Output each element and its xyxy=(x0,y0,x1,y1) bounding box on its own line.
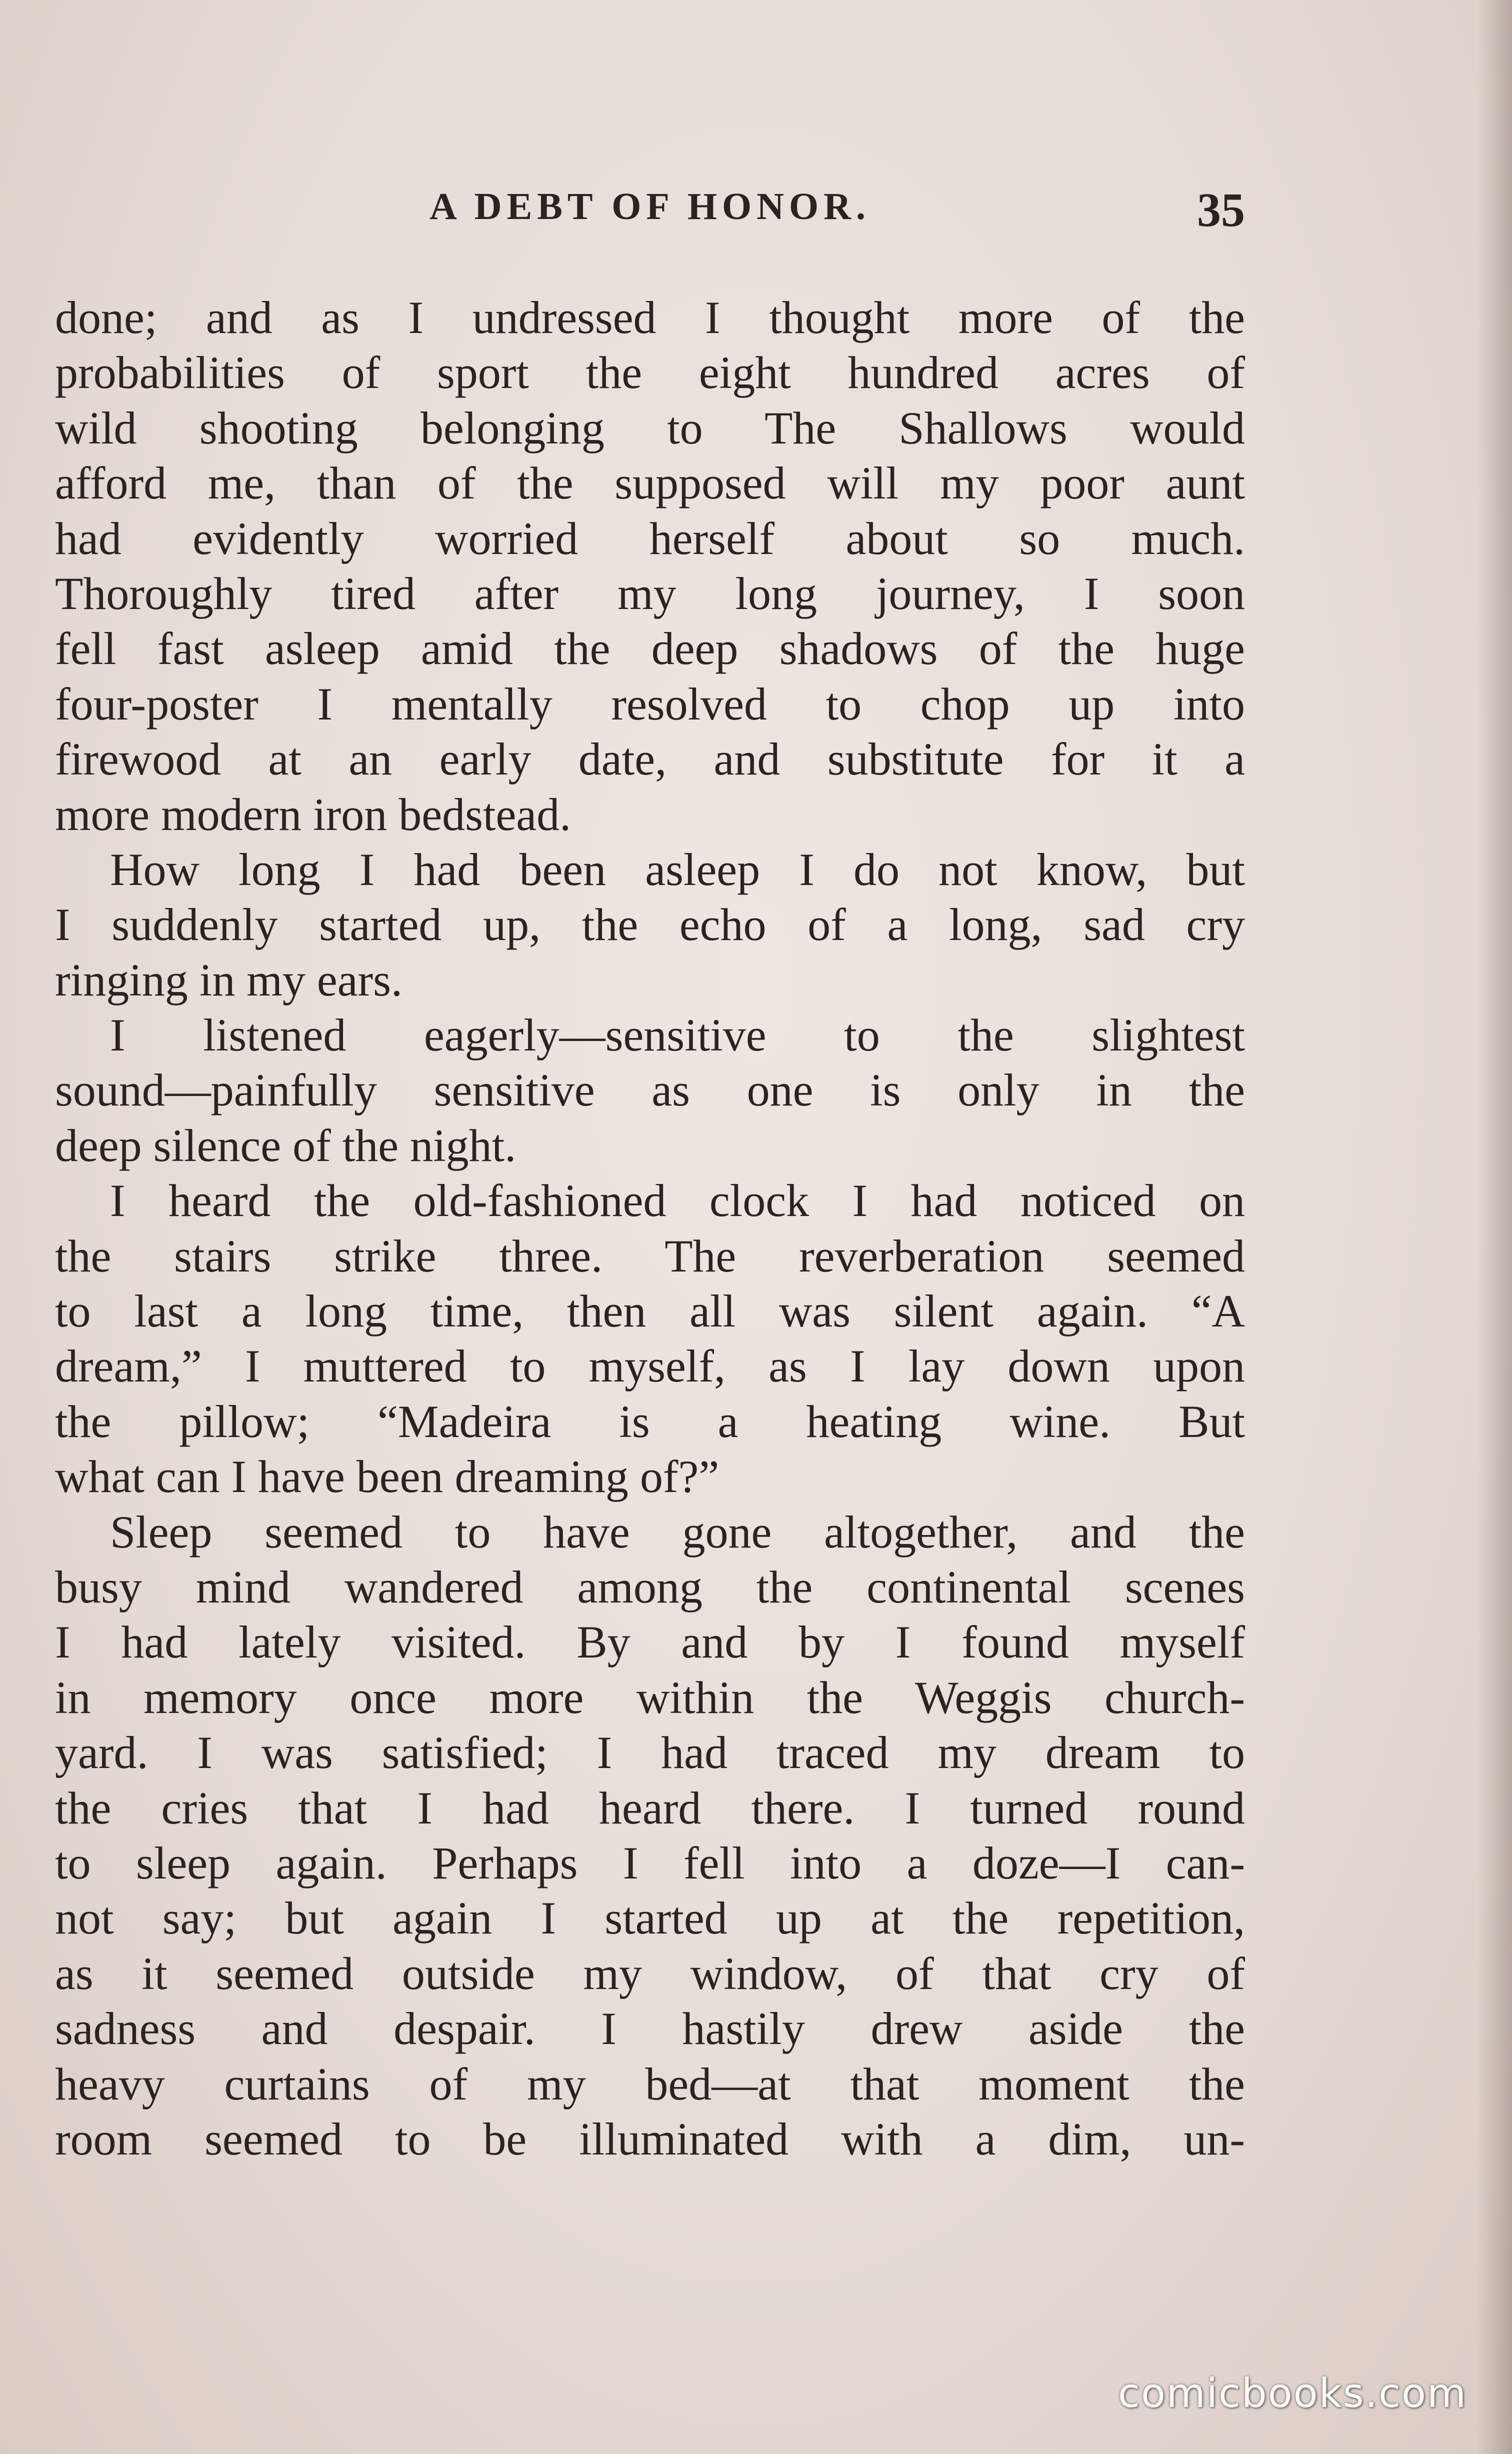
text-line: the pillow; “Madeira is a heating wine. But xyxy=(55,1396,1245,1447)
text-line: How long I had been asleep I do not know, but xyxy=(110,844,1245,895)
text-line: Sleep seemed to have gone altogether, and the xyxy=(110,1506,1245,1558)
text-line: I heard the old-fashioned clock I had noticed on xyxy=(110,1175,1245,1226)
text-line: ringing in my ears. xyxy=(55,954,402,1006)
text-line: I had lately visited. By and by I found myself xyxy=(55,1616,1245,1668)
text-line: the cries that I had heard there. I turned round xyxy=(55,1782,1245,1834)
text-line: what can I have been dreaming of?” xyxy=(55,1451,720,1502)
text-line: more modern iron bedstead. xyxy=(55,788,572,840)
text-line: yard. I was satisfied; I had traced my dream to xyxy=(55,1727,1245,1778)
text-line: probabilities of sport the eight hundred acres of xyxy=(55,347,1245,398)
text-line: Thoroughly tired after my long journey, I soon xyxy=(55,568,1245,619)
page-edge-shadow xyxy=(1477,0,1512,2454)
page-number: 35 xyxy=(1197,183,1245,236)
text-line: heavy curtains of my bed—at that moment the xyxy=(55,2058,1245,2110)
text-line: busy mind wandered among the continental scenes xyxy=(55,1561,1245,1612)
text-line: I suddenly started up, the echo of a long, sad cry xyxy=(55,899,1245,950)
body-text xyxy=(55,290,1245,2166)
text-line: as it seemed outside my window, of that cry of xyxy=(55,1948,1245,1999)
text-line: firewood at an early date, and substitute for it a xyxy=(55,734,1245,785)
text-line: fell fast asleep amid the deep shadows of the huge xyxy=(55,623,1245,674)
text-line: to last a long time, then all was silent again. “A xyxy=(55,1286,1245,1337)
text-line: in memory once more within the Weggis church- xyxy=(55,1672,1245,1723)
text-line: room seemed to be illuminated with a dim, un- xyxy=(55,2113,1245,2164)
text-line: dream,” I muttered to myself, as I lay down upon xyxy=(55,1340,1245,1392)
text-line: four-poster I mentally resolved to chop up into xyxy=(55,678,1245,730)
text-line: sadness and despair. I hastily drew aside the xyxy=(55,2003,1245,2054)
running-head xyxy=(55,185,1245,245)
text-line: done; and as I undressed I thought more of the xyxy=(55,292,1245,343)
text-line: I listened eagerly—sensitive to the slightest xyxy=(110,1010,1245,1061)
text-line: sound—painfully sensitive as one is only in the xyxy=(55,1064,1245,1116)
text-line: wild shooting belonging to The Shallows would xyxy=(55,402,1245,454)
text-line: not say; but again I started up at the repetition, xyxy=(55,1892,1245,1944)
text-line: deep silence of the night. xyxy=(55,1120,516,1171)
text-line: had evidently worried herself about so much. xyxy=(55,512,1245,564)
text-line: the stairs strike three. The reverberation seemed xyxy=(55,1230,1245,1282)
text-line: to sleep again. Perhaps I fell into a doze—I can- xyxy=(55,1837,1245,1888)
text-line: afford me, than of the supposed will my poor aunt xyxy=(55,458,1245,509)
watermark-text: comicbooks.com xyxy=(1118,2370,1467,2416)
running-head-title: A DEBT OF HONOR. xyxy=(429,186,871,228)
